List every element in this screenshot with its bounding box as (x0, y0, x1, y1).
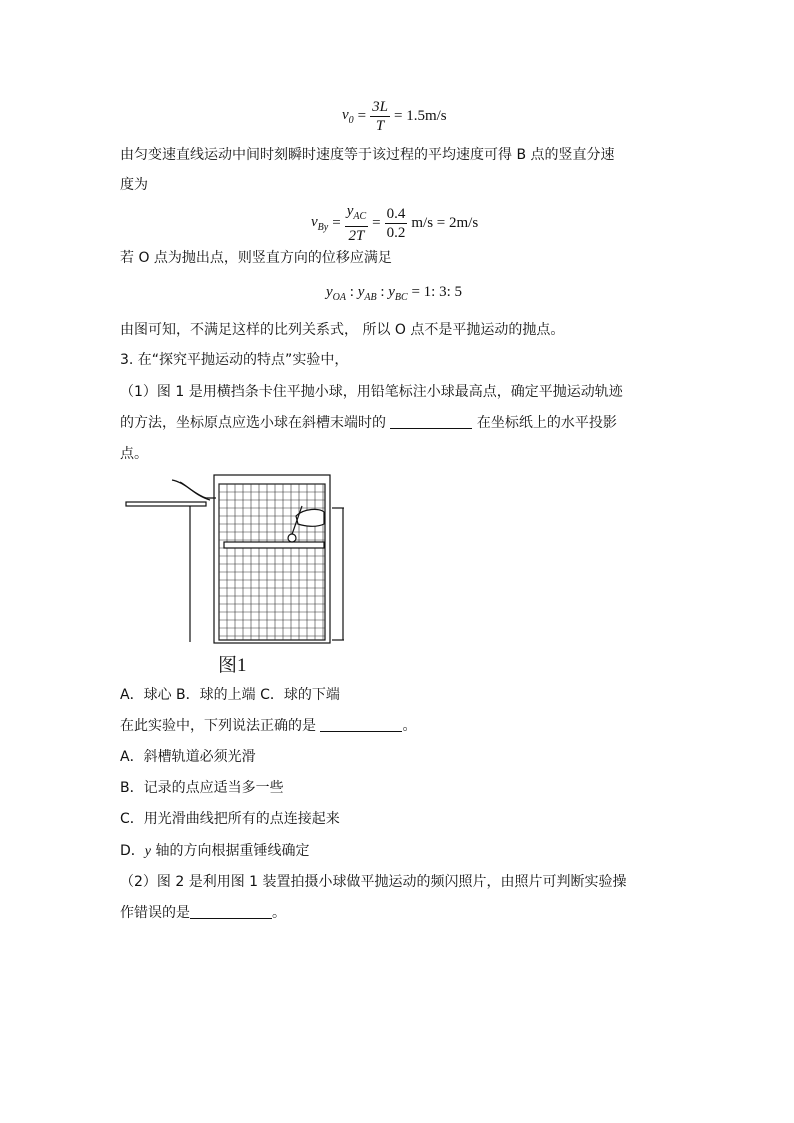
answer-blank-3[interactable] (190, 904, 272, 919)
figure-1-apparatus (124, 472, 344, 652)
fraction-yAC-over-2T: $\frac{y_{AC}}{2T}$ (346, 203, 367, 244)
option-C: C．用光滑曲线把所有的点连接起来 (120, 811, 340, 827)
question-3-part1-line1: （1）图 1 是用横挡条卡住平抛小球，用铅笔标注小球最高点，确定平抛运动轨迹 (120, 384, 623, 400)
fraction-0.4-over-0.2: $\frac{0.4}{0.2}$ (386, 206, 406, 241)
question-3-title: 3. 在“探究平抛运动的特点”实验中， (120, 352, 349, 368)
question-3-part2-line1: （2）图 2 是利用图 1 装置拍摄小球做平抛运动的频闪照片，由照片可判断实验操 (120, 874, 627, 890)
figure-1-caption: 图1 (218, 655, 247, 676)
answer-blank-2[interactable] (320, 717, 402, 732)
paragraph-origin-check: 若 O 点为抛出点，则竖直方向的位移应满足 (120, 250, 392, 266)
option-A: A．斜槽轨道必须光滑 (120, 749, 256, 765)
option-D: D．y 轴的方向根据重锤线确定 (120, 843, 310, 859)
paragraph-conclusion: 由图可知，不满足这样的比列关系式， 所以 O 点不是平抛运动的抛点。 (120, 322, 565, 338)
options-part1: A．球心 B．球的上端 C．球的下端 (120, 687, 340, 703)
question-3-part2-line2: 作错误的是 。 (120, 905, 286, 921)
ball (288, 534, 296, 542)
equation-v0: $v_0$ = $\frac{3L}{T}$ = 1.5m/s (342, 99, 447, 134)
slope-curve (172, 480, 216, 498)
v0-symbol: v (342, 107, 349, 123)
question-3-part1-line2: 的方法，坐标原点应选小球在斜槽末端时的 在坐标纸上的水平投影 (120, 415, 617, 431)
paragraph-mid-time-velocity-cont: 度为 (120, 177, 148, 193)
fraction-3L-over-T: $\frac{3L}{T}$ (372, 99, 388, 134)
crossbar (224, 542, 324, 548)
question-correct-statement: 在此实验中，下列说法正确的是 。 (120, 718, 417, 734)
answer-blank-1[interactable] (390, 414, 472, 429)
option-B: B．记录的点应适当多一些 (120, 780, 284, 796)
equation-vBy: $v_{By}$ = $\frac{y_{AC}}{2T}$ = $\frac{0.4}{0.2}$ m/s = 2m/s (311, 203, 479, 244)
question-3-part1-line3: 点。 (120, 446, 148, 462)
paragraph-mid-time-velocity: 由匀变速直线运动中间时刻瞬时速度等于该过程的平均速度可得 B 点的竖直分速 (120, 147, 615, 163)
table-top (126, 502, 206, 506)
equation-ratio: $y_{OA}$ : $y_{AB}$ : $y_{BC} = 1$: 3: 5 (326, 284, 462, 303)
